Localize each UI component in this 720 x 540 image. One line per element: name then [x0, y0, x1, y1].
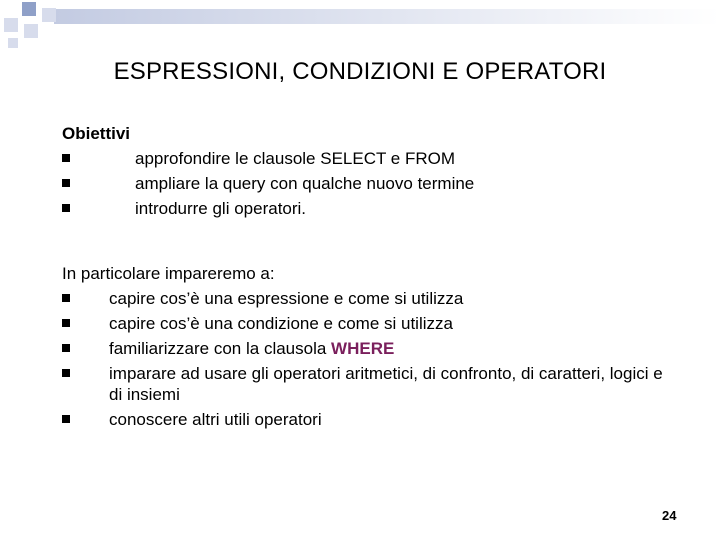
- particular-item: [62, 361, 663, 407]
- page-number: 24: [662, 508, 677, 523]
- particular-text: [109, 336, 669, 361]
- square-bullet-icon: [62, 179, 70, 187]
- objective-item: [62, 146, 456, 171]
- objective-text: approfondire le clausole SELECT e FROM: [135, 149, 456, 168]
- particular-text: capire cos’è una condizione e come si utilizza: [109, 314, 453, 333]
- particular-intro: In particolare impareremo a:: [62, 264, 275, 283]
- particular-text: capire cos’è una espressione e come si utilizza: [109, 289, 464, 308]
- objective-item: [62, 196, 307, 221]
- square-bullet-icon: [62, 344, 70, 352]
- square-bullet-icon: [62, 154, 70, 162]
- where-keyword: WHERE: [331, 339, 395, 358]
- objective-item: [62, 171, 475, 196]
- square-bullet-icon: [62, 319, 70, 327]
- objective-text: ampliare la query con qualche nuovo termine: [135, 174, 475, 193]
- particular-item: [62, 407, 322, 432]
- square-bullet-icon: [62, 415, 70, 423]
- particular-item: [62, 286, 464, 311]
- objectives-heading: Obiettivi: [62, 124, 131, 143]
- where-prefix: familiarizzare con la clausola: [109, 339, 332, 358]
- square-bullet-icon: [62, 294, 70, 302]
- slide-title: ESPRESSIONI, CONDIZIONI E OPERATORI: [113, 58, 607, 85]
- particular-section: [62, 261, 663, 432]
- particular-item: [62, 311, 453, 336]
- square-bullet-icon: [62, 369, 70, 377]
- square-bullet-icon: [62, 204, 70, 212]
- objective-text: introdurre gli operatori.: [135, 199, 307, 218]
- particular-text: imparare ad usare gli operatori aritmetici, di confronto, di caratteri, logici e di insiemi: [109, 364, 663, 404]
- objectives-section: [62, 121, 475, 221]
- particular-item: [62, 336, 395, 361]
- particular-text: conoscere altri utili operatori: [109, 410, 322, 429]
- corner-decoration: [0, 0, 720, 60]
